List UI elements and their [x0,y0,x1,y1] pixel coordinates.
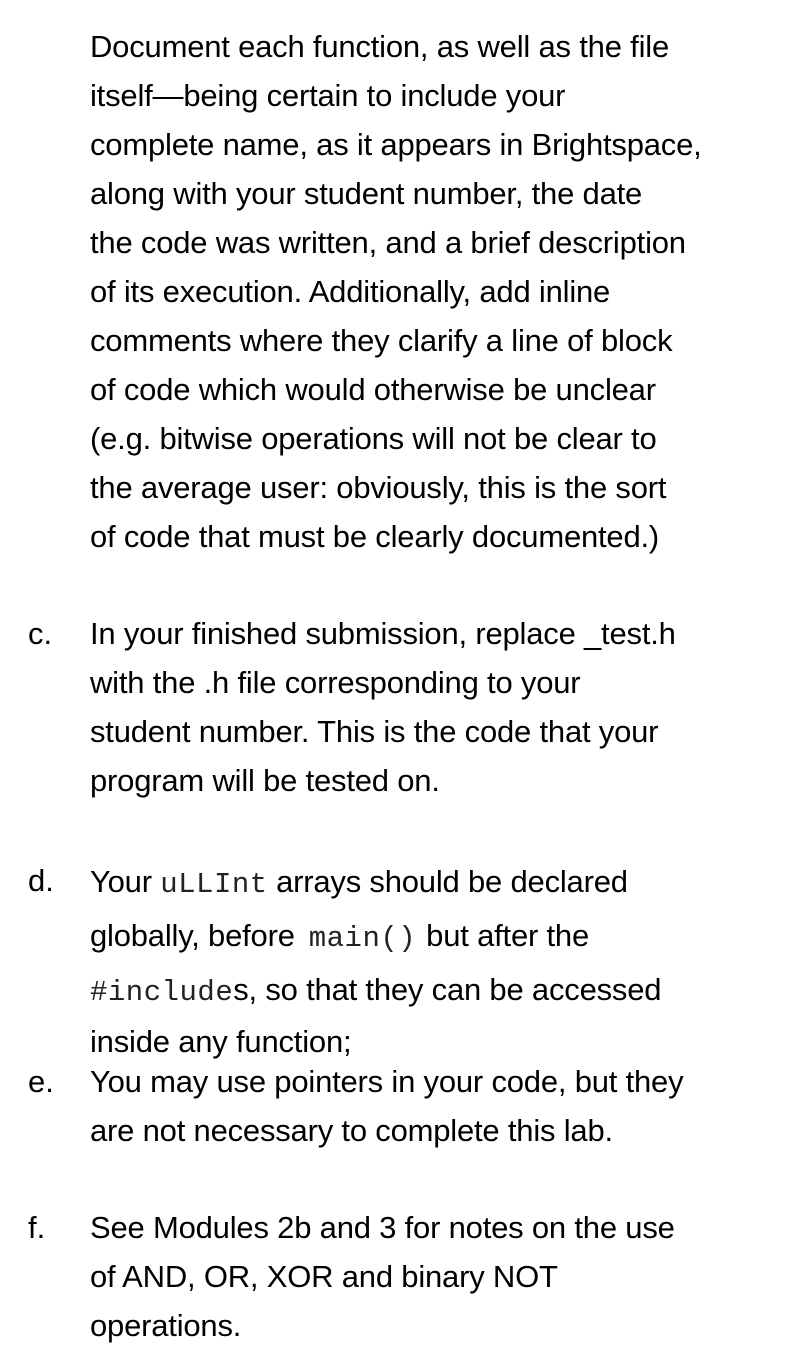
text-line: student number. This is the code that your [90,714,659,749]
list-item-d [90,856,770,1065]
text-line [90,856,770,910]
text-segment: Your [90,864,161,899]
text-segment: globally, before [90,918,295,953]
text-line: Document each function, as well as the file [90,29,669,64]
text-line: of its execution. Additionally, add inline [90,274,611,309]
documentation-paragraph [90,22,770,561]
text-line: the code was written, and a brief description [90,225,686,260]
text-line: inside any function; [90,1024,352,1059]
list-item-f [90,1203,770,1350]
text-line: In your finished submission, replace _test.h [90,616,676,651]
text-line: the average user: obviously, this is the sort [90,470,667,505]
list-marker-d: d. [28,863,54,898]
text-line: comments where they clarify a line of block [90,323,673,358]
text-line: You may use pointers in your code, but they [90,1064,684,1099]
text-line: itself—being certain to include your [90,78,566,113]
code-include: #include [90,976,234,1009]
code-ullint: uLLInt [160,868,268,901]
text-line: of code which would otherwise be unclear [90,372,656,407]
text-line: complete name, as it appears in Brightspace, [90,127,702,162]
list-item-c [90,609,770,805]
text-segment: arrays should be declared [267,864,628,899]
list-item-e [90,1057,770,1155]
text-line: with the .h file corresponding to your [90,665,581,700]
text-line: operations. [90,1308,242,1343]
text-line: of AND, OR, XOR and binary NOT [90,1259,558,1294]
text-line [90,910,770,964]
text-line: are not necessary to complete this lab. [90,1113,613,1148]
list-marker-f: f. [28,1210,46,1245]
list-marker-c: c. [28,616,53,651]
text-line: of code that must be clearly documented.) [90,519,660,554]
text-line [90,964,770,1018]
list-marker-e: e. [28,1064,54,1099]
code-main: main() [308,922,417,955]
text-line: See Modules 2b and 3 for notes on the use [90,1210,675,1245]
text-line: along with your student number, the date [90,176,643,211]
text-segment: s, so that they can be accessed [233,972,662,1007]
text-segment: but after the [426,918,590,953]
text-line: (e.g. bitwise operations will not be clear to [90,421,657,456]
text-line: program will be tested on. [90,763,440,798]
